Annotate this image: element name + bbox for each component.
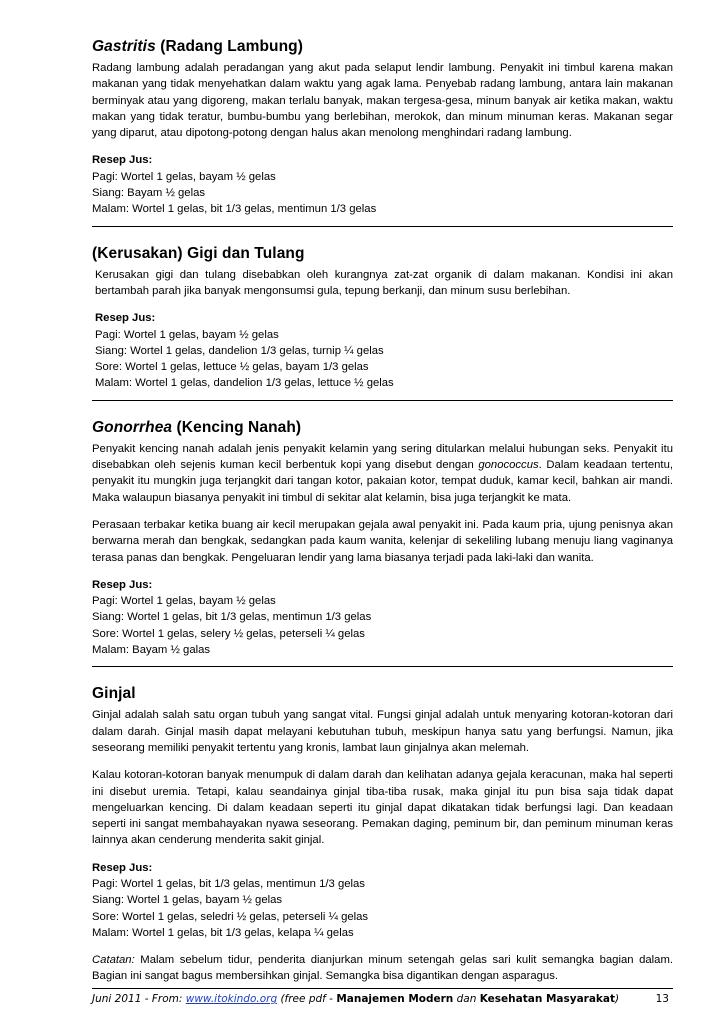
page-footer	[92, 988, 673, 1005]
recipe-line: Malam: Wortel 1 gelas, bit 1/3 gelas, mentimun 1/3 gelas	[92, 203, 377, 216]
recipe-line: Pagi: Wortel 1 gelas, bayam ½ gelas	[95, 328, 279, 341]
paragraph: Kalau kotoran-kotoran banyak menumpuk di dalam darah dan kelihatan adanya gejala keracunan, maka hal seperti ini disebut uremia. Tetapi, kalau seandainya ginjal tiba-tiba rusak, maka ginjal itu pun bisa saja tidak dapat mengeluarkan kencing. Di dalam keadaan seperti itu ginjal dapat dikatakan tidak berfungsi lagi. Dan keadaan seperti ini sangat membahayakan nyawa seseorang. Pemakan daging, peminum bir, dan peminum minuman keras lainnya akan cenderung menderita sakit ginjal.	[92, 769, 673, 847]
recipe-line: Malam: Wortel 1 gelas, dandelion 1/3 gelas, lettuce ½ gelas	[95, 377, 394, 390]
paragraph-text: Penyakit kencing nanah adalah jenis penyakit kelamin yang sering ditularkan melalui hubungan seks. Penyakit itu disebabkan oleh sejenis kuman kecil berbentuk kopi yang disebut dengan	[92, 442, 673, 472]
footer-credit	[92, 993, 619, 1005]
footer-bold-2: Kesehatan Masyarakat	[479, 993, 616, 1005]
page-content	[92, 36, 673, 985]
footer-and: dan	[453, 993, 480, 1005]
note-label: Catatan:	[92, 954, 135, 967]
recipe-line: Malam: Bayam ½ galas	[92, 644, 211, 657]
paragraph-text: . Dalam keadaan tertentu, penyakit itu mungkin juga terjangkit dari tangan kotor, pakaian kotor, tempat duduk, kamar kecil, bahkan air mandi. Maka walaupun biasanya penyakit ini timbul di sekitar alat kelamin, bisa juga terjangkit ke mata.	[92, 459, 673, 504]
title-text: Ginjal	[92, 685, 136, 703]
footer-link[interactable]: www.itokindo.org	[185, 993, 278, 1005]
title-text: (Kerusakan) Gigi dan Tulang	[92, 244, 305, 262]
recipe-title: Resep Jus:	[95, 312, 156, 325]
section-ginjal	[92, 683, 673, 984]
recipe-line: Sore: Wortel 1 gelas, seledri ½ gelas, peterseli ¼ gelas	[92, 910, 369, 923]
section-gonorrhea	[92, 417, 673, 668]
recipe-line: Sore: Wortel 1 gelas, lettuce ½ gelas, bayam 1/3 gelas	[95, 361, 369, 374]
recipe-line: Siang: Wortel 1 gelas, bit 1/3 gelas, mentimun 1/3 gelas	[92, 611, 372, 624]
recipe-title: Resep Jus:	[92, 861, 153, 874]
recipe-line: Siang: Wortel 1 gelas, bayam ½ gelas	[92, 894, 283, 907]
recipe-line: Pagi: Wortel 1 gelas, bayam ½ gelas	[92, 595, 276, 608]
note-text: Malam sebelum tidur, penderita dianjurkan minum setengah gelas sari kulit semangka bagian dalam. Bagian ini sangat bagus membersihkan ginjal. Semangka bisa digantikan dengan asparagus.	[92, 954, 673, 983]
section-title	[92, 417, 673, 439]
footer-close: )	[615, 993, 620, 1005]
page-number: 13	[655, 993, 669, 1005]
recipe-line: Pagi: Wortel 1 gelas, bit 1/3 gelas, mentimun 1/3 gelas	[92, 877, 365, 890]
footer-bold-1: Manajemen Modern	[336, 993, 454, 1005]
recipe-line: Pagi: Wortel 1 gelas, bayam ½ gelas	[92, 170, 276, 183]
footer-mid: (free pdf -	[277, 993, 337, 1005]
recipe-line: Malam: Wortel 1 gelas, bit 1/3 gelas, kelapa ¼ gelas	[92, 926, 354, 939]
section-title	[92, 683, 673, 705]
title-text: (Kencing Nanah)	[172, 418, 302, 436]
recipe-line: Sore: Wortel 1 gelas, selery ½ gelas, peterseli ¼ gelas	[92, 627, 365, 640]
section-title	[92, 243, 673, 265]
paragraph: Perasaan terbakar ketika buang air kecil merupakan gejala awal penyakit ini. Pada kaum pria, ujung penisnya akan berwarna merah dan bengkak, sedangkan pada kaum wanita, kelenjar di sekeliling lubang menuju liang vaginanya terasa panas dan bengkak. Pengeluaran lendir yang lama biasanya terjadi pada laki-laki dan wanita.	[92, 518, 673, 564]
title-italic: Gastritis	[92, 38, 156, 55]
title-text: (Radang Lambung)	[155, 38, 304, 55]
recipe-title: Resep Jus:	[92, 154, 153, 167]
paragraph	[92, 441, 673, 506]
recipe-line: Siang: Bayam ½ gelas	[92, 187, 206, 200]
recipe-title: Resep Jus:	[92, 578, 153, 591]
paragraph-italic: gonococcus	[478, 459, 539, 472]
note	[92, 952, 673, 985]
section-gigi-tulang	[92, 243, 673, 401]
footer-prefix: Juni 2011 - From:	[92, 993, 186, 1005]
section-title	[92, 36, 673, 58]
paragraph: Ginjal adalah salah satu organ tubuh yang sangat vital. Fungsi ginjal adalah untuk menyaring kotoran-kotoran dari dalam darah. Ginjal masih dapat melayani kebutuhan tubuh, meskipun hanya satu yang berfungsi. Namun, jika seseorang memiliki penyakit tertentu yang kronis, lambat laun ginjalnya akan melemah.	[92, 709, 673, 754]
section-gastritis	[92, 36, 673, 227]
recipe-line: Siang: Wortel 1 gelas, dandelion 1/3 gelas, turnip ¼ gelas	[95, 344, 384, 357]
paragraph: Radang lambung adalah peradangan yang akut pada selaput lendir lambung. Penyakit ini timbul karena makan makanan yang tidak menyehatkan dalam waktu yang agak lama. Penyebab radang lambung, antara lain makanan berminyak atau yang digoreng, makan terlalu banyak, makan tergesa-gesa, minum banyak air ketika makan, waktu makan yang tidak teratur, bumbu-bumbu yang berlebihan, merokok, dan minum minuman keras. Makanan segar yang diparut, atau dipotong-potong dengan halus akan menolong menghindari radang lambung.	[92, 62, 673, 140]
paragraph: Kerusakan gigi dan tulang disebabkan oleh kurangnya zat-zat organik di dalam makanan. Kondisi ini akan bertambah parah jika banyak mengonsumsi gula, tepung berkanji, dan minum susu berlebihan.	[95, 268, 673, 297]
title-italic: Gonorrhea	[92, 418, 173, 436]
